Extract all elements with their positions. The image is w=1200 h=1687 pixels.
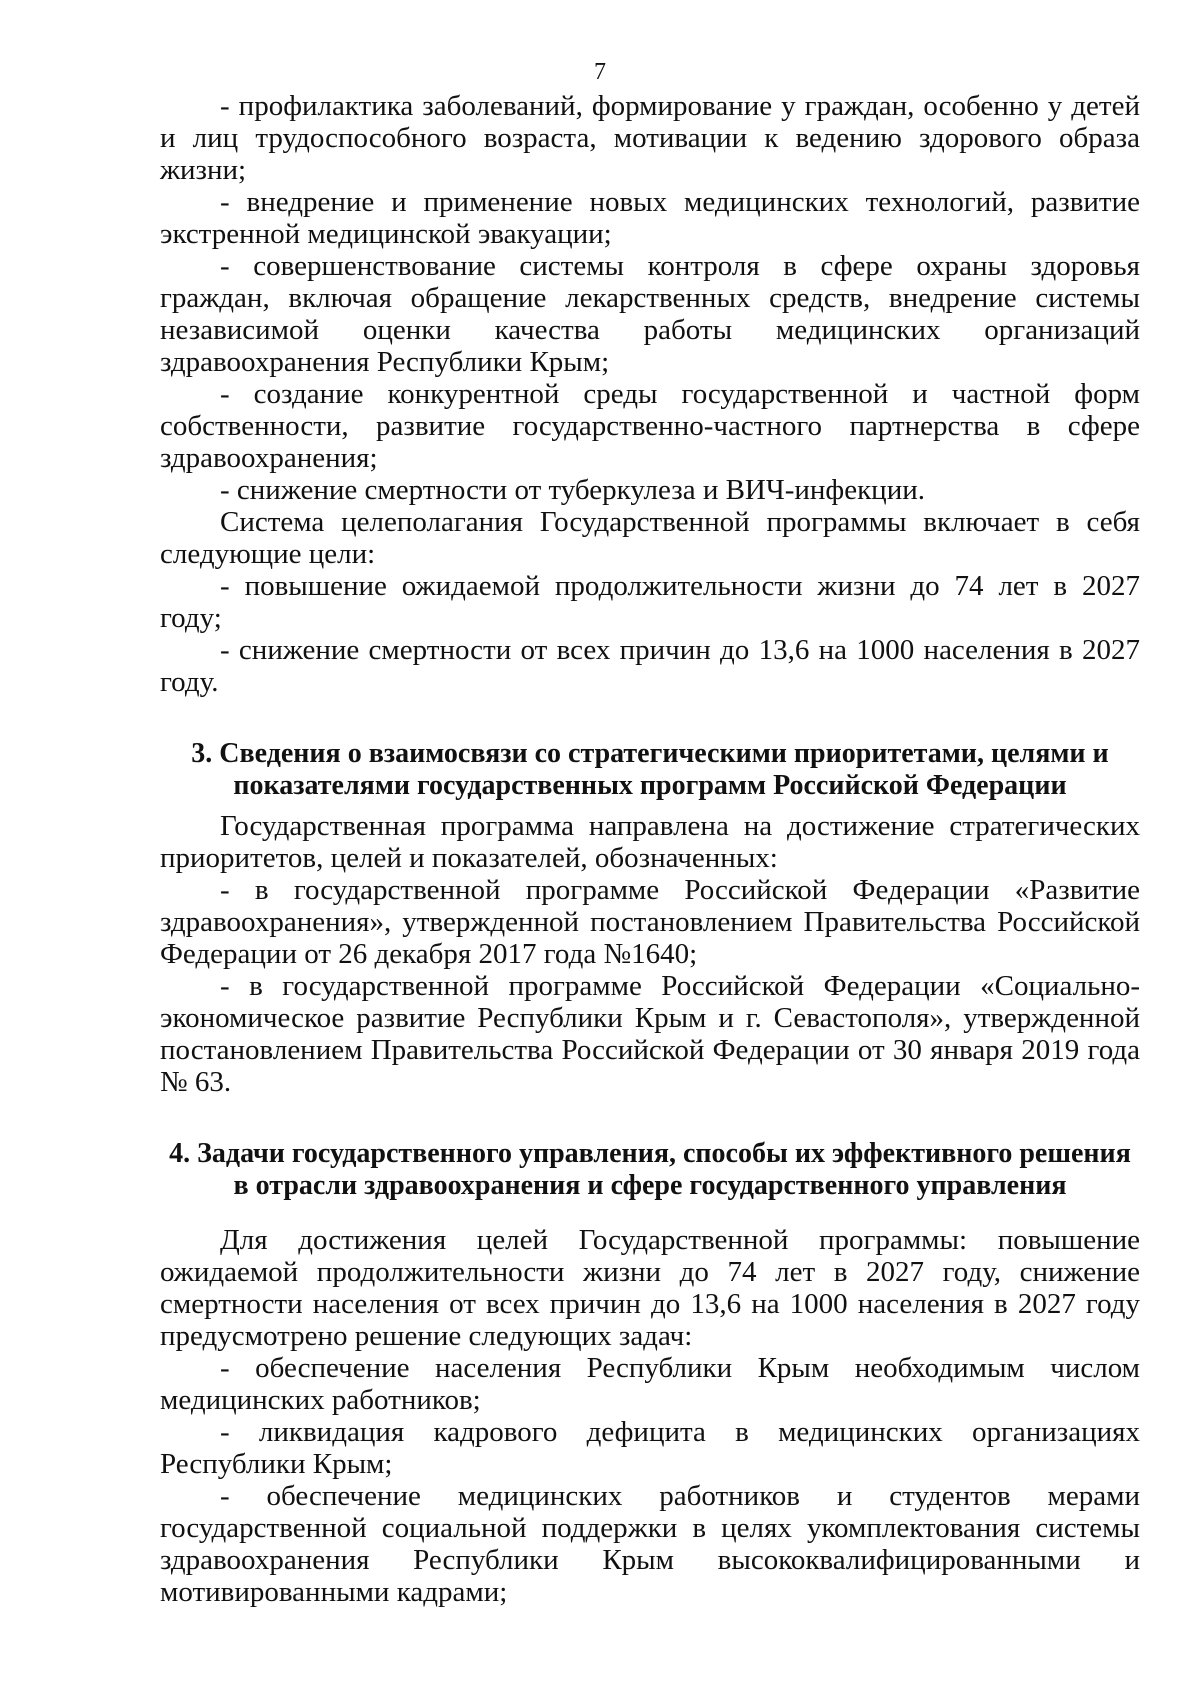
section-3-intro: Государственная программа направлена на достижение стратегических приоритетов, целей и показателей, обозначенных: bbox=[160, 810, 1140, 874]
section-3-item-healthcare-program: - в государственной программе Российской Федерации «Развитие здравоохранения», утвержденной постановлением Правительства Российской Федерации от 26 декабря 2017 года №1640; bbox=[160, 874, 1140, 970]
list-item-tuberculosis: - снижение смертности от туберкулеза и ВИЧ-инфекции. bbox=[220, 474, 925, 506]
section-4-heading: 4. Задачи государственного управления, способы их эффективного решения в отрасли здравоохранения и сфере государственного управления bbox=[169, 1138, 1131, 1201]
list-item-competition: - создание конкурентной среды государственной и частной форм собственности, развитие государственно-частного партнерства в сфере здравоохранения; bbox=[160, 378, 1140, 474]
section-3-heading: 3. Сведения о взаимосвязи со стратегическими приоритетами, целями и показателями государственных программ Российской Федерации bbox=[191, 738, 1109, 801]
page-number: 7 bbox=[594, 59, 606, 85]
section-4-item-deficit: - ликвидация кадрового дефицита в медицинских организациях Республики Крым; bbox=[160, 1416, 1140, 1480]
section-3-item-crimea-program: - в государственной программе Российской Федерации «Социально-экономическое развитие Республики Крым и г. Севастополя», утвержденной постановлением Правительства Российской Федерации от 30 января 2019 года № 63. bbox=[160, 970, 1140, 1098]
list-item-technologies: - внедрение и применение новых медицинских технологий, развитие экстренной медицинской эвакуации; bbox=[160, 186, 1140, 250]
section-4-item-social-support: - обеспечение медицинских работников и студентов мерами государственной социальной поддержки в целях укомплектования системы здравоохранения Республики Крым высококвалифицированными и мотивированными кадрами; bbox=[160, 1480, 1140, 1608]
goal-life-expectancy: - повышение ожидаемой продолжительности жизни до 74 лет в 2027 году; bbox=[160, 570, 1140, 634]
section-4-item-staffing: - обеспечение населения Республики Крым необходимым числом медицинских работников; bbox=[160, 1352, 1140, 1416]
list-item-control-system: - совершенствование системы контроля в сфере охраны здоровья граждан, включая обращение лекарственных средств, внедрение системы независимой оценки качества работы медицинских организаций здравоохранения Республики Крым; bbox=[160, 250, 1140, 378]
section-4-intro: Для достижения целей Государственной программы: повышение ожидаемой продолжительности жизни до 74 лет в 2027 году, снижение смертности населения от всех причин до 13,6 на 1000 населения в 2027 году предусмотрено решение следующих задач: bbox=[160, 1224, 1140, 1352]
document-body bbox=[160, 90, 1140, 1608]
list-item-prevention: - профилактика заболеваний, формирование у граждан, особенно у детей и лиц трудоспособного возраста, мотивации к ведению здорового образа жизни; bbox=[160, 90, 1140, 186]
goals-intro-paragraph: Система целеполагания Государственной программы включает в себя следующие цели: bbox=[160, 506, 1140, 570]
goal-mortality: - снижение смертности от всех причин до 13,6 на 1000 населения в 2027 году. bbox=[160, 634, 1140, 698]
